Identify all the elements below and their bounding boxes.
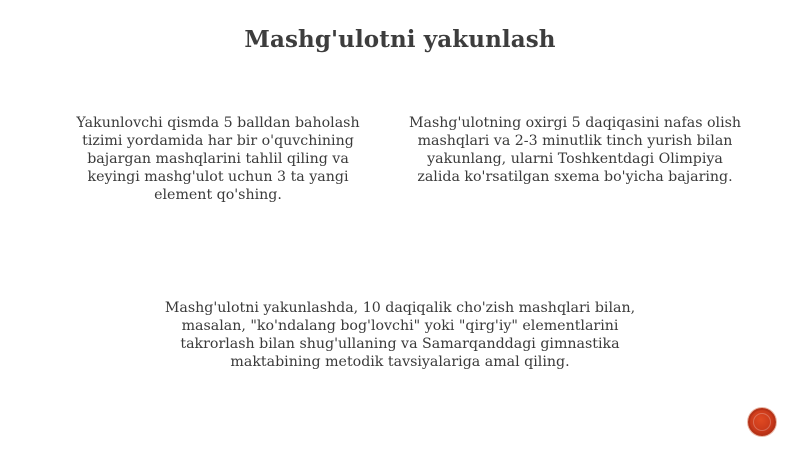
- circle-button-icon[interactable]: [748, 408, 776, 436]
- text-block-left: Yakunlovchi qismda 5 balldan baholash tizimi yordamida har bir o'quvchining bajargan mashqlarini tahlil qiling va keyingi mashg'ulot uchun 3 ta yangi element qo'shing.: [76, 115, 360, 203]
- text-block-right: Mashg'ulotning oxirgi 5 daqiqasini nafas olish mashqlari va 2-3 minutlik tinch yurish bilan yakunlang, ularni Toshkentdagi Olimpiya zalida ko'rsatilgan sxema bo'yicha bajaring.: [408, 115, 742, 185]
- circle-button-inner: [753, 413, 771, 431]
- text-block-bottom: Mashg'ulotni yakunlashda, 10 daqiqalik cho'zish mashqlari bilan, masalan, "ko'ndalang bog'lovchi" yoki "qirg'iy" elementlarini takrorlash bilan shug'ullaning va Samarqanddagi gimnastika maktabining metodik tavsiyalariga amal qiling.: [164, 300, 636, 370]
- slide-title: Mashg'ulotni yakunlash: [244, 26, 556, 53]
